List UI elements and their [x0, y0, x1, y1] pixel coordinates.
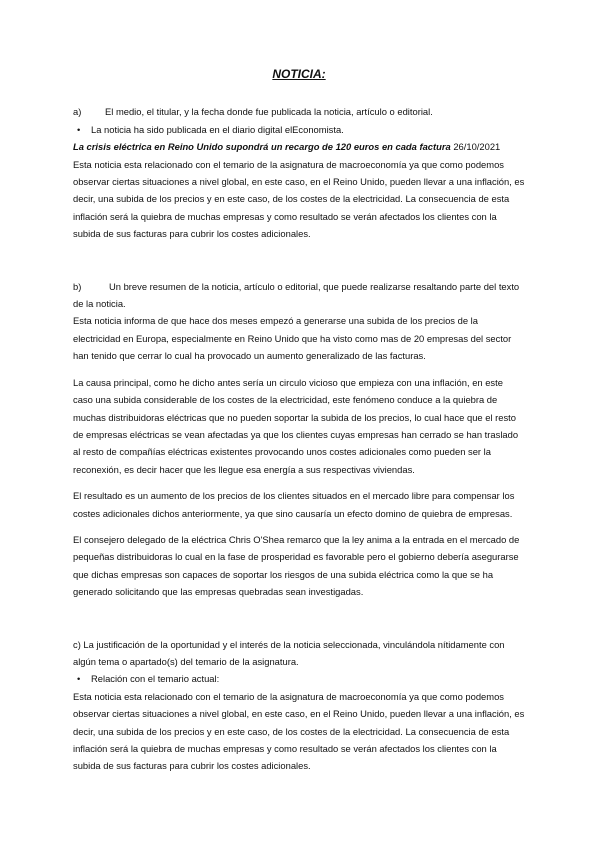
news-headline: La crisis eléctrica en Reino Unido supondrá un recargo de 120 euros en cada factura: [73, 141, 451, 153]
section-a-heading-text: El medio, el titular, y la fecha donde fue publicada la noticia, artículo o editorial.: [105, 106, 433, 118]
section-b-paragraph-4: El consejero delegado de la eléctrica Chris O'Shea remarco que la ley anima a la entrada en el mercado de pequeñas distribuidoras lo cual en la fase de prosperidad es favorable pero el gobierno debería asegurarse que dichas empresas son capaces de soportar los riesgos de una subida eléctrica como la que se ha generado solicitando que las empresas quebradas sean investigadas.: [73, 533, 520, 598]
section-a-heading: [73, 103, 525, 120]
document-title: NOTICIA:: [272, 67, 326, 81]
section-c: [73, 636, 525, 775]
bullet-icon: •: [77, 123, 81, 135]
section-c-paragraph: Esta noticia esta relacionado con el temario de la asignatura de macroeconomía ya que como podemos observar ciertas situaciones a nivel global, en este caso, en el Reino Unido, pueden llevar a una inflación, es decir, una subida de los precios y en este caso, de los costes de la electricidad. La consecuencia de esta inflación será la quiebra de muchas empresas y como resultado se verán afectados los clientes con la subida de sus facturas para cubrir los costes adicionales.: [73, 690, 525, 772]
section-c-bullet-text: Relación con el temario actual:: [91, 673, 220, 685]
bullet-icon: •: [77, 673, 81, 685]
news-headline-line: [73, 138, 525, 155]
section-b-heading-text: Un breve resumen de la noticia, artículo o editorial, que puede realizarse resaltando parte del texto de la noticia.: [73, 280, 520, 310]
section-a-marker: a): [73, 106, 82, 118]
section-a-paragraph: Esta noticia esta relacionado con el temario de la asignatura de macroeconomía ya que como podemos observar ciertas situaciones a nivel global, en este caso, en el Reino Unido, pueden llevar a una inflación, es decir, una subida de los precios y en este caso, de los costes de la electricidad. La consecuencia de esta inflación será la quiebra de muchas empresas y como resultado se verán afectados los clientes con la subida de sus facturas para cubrir los costes adicionales.: [73, 158, 525, 240]
section-c-bullet-item: [73, 670, 525, 687]
section-c-heading: c) La justificación de la oportunidad y el interés de la noticia seleccionada, vinculándola nítidamente con algún tema o apartado(s) del temario de la asignatura.: [73, 638, 505, 667]
section-a: [73, 103, 525, 242]
news-date: 26/10/2021: [453, 141, 501, 153]
section-b-paragraph-3: El resultado es un aumento de los precios de los clientes situados en el mercado libre para compensar los costes adicionales dichos anteriormente, ya que sino causaría un efecto domino de quiebra de empresas.: [73, 490, 515, 519]
section-b-heading: [73, 278, 525, 313]
section-b: [73, 278, 525, 601]
section-a-bullet-text: La noticia ha sido publicada en el diario digital elEconomista.: [91, 123, 344, 135]
section-b-marker: b): [73, 280, 82, 292]
section-b-paragraph-2: La causa principal, como he dicho antes sería un circulo vicioso que empieza con una inflación, en este caso una subida considerable de los costes de la electricidad, este fenómeno conduce a la quiebra de muchas distribuidoras eléctricas que no pueden soportar la subida de los precios, lo cual hace que el resto de empresas eléctricas se vean afectadas ya que los clientes cuyas empresas han cerrado se han traslado al resto de compañías eléctricas existentes provocando unos costes adicionales como pueden ser la reconexión, es decir hacer que les llegue esa energía a sus respectivas viviendas.: [73, 376, 519, 475]
section-b-paragraph-1: Esta noticia informa de que hace dos meses empezó a generarse una subida de los precios de la electricidad en Europa, especialmente en Reino Unido que ha visto como mas de 20 empresas del sector han tenido que cerrar lo cual ha provocado un aumento generalizado de las facturas.: [73, 315, 512, 362]
document-page: [73, 66, 525, 775]
section-a-bullet-item: [73, 121, 525, 138]
